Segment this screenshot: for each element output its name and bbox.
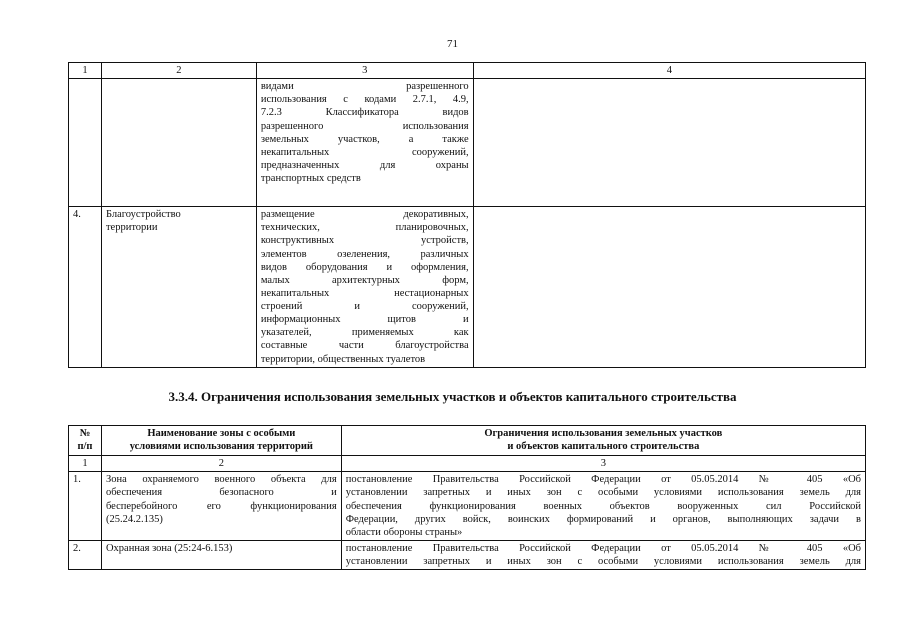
- row-number-cell: [69, 79, 102, 207]
- row-name-cell: [101, 207, 256, 368]
- text-line: некапитальных нестационарных: [260, 287, 469, 299]
- column-4-cell: [473, 207, 865, 368]
- text-line: указателей, применяемых как: [260, 327, 469, 339]
- text-line: Федерации, других войск, воинских формирований и органов, выполняющих задачи в: [345, 513, 861, 525]
- text-line: Благоустройство: [105, 209, 181, 221]
- text-line: некапитальных сооружений,: [260, 146, 469, 158]
- table-row: [69, 540, 866, 569]
- column-number-3: 3: [256, 63, 473, 79]
- row-number-cell: 2.: [69, 540, 102, 569]
- text-line: технических, планировочных,: [260, 222, 469, 234]
- header-number: № п/п: [69, 426, 102, 456]
- column-number-3: 3: [341, 456, 865, 472]
- restriction-cell: [341, 540, 865, 569]
- text-line: Охранная зона (25:24-6.153): [105, 542, 233, 554]
- column-number-2: 2: [101, 63, 256, 79]
- text-line: разрешенного использования: [260, 120, 469, 132]
- header-zone-name: Наименование зоны с особыми условиями использования территорий: [101, 426, 341, 456]
- text-line: малых архитектурных форм,: [260, 274, 469, 286]
- text-line: конструктивных устройств,: [260, 235, 469, 247]
- header-restrictions: Ограничения использования земельных участков и объектов капитального строительства: [341, 426, 865, 456]
- text-line: установлении запретных и иных зон с особыми условиями использования земель для: [345, 487, 861, 499]
- text-line: Зона охраняемого военного объекта для: [105, 474, 337, 486]
- text-line: установлении запретных и иных зон с особыми условиями использования земель для: [345, 556, 861, 568]
- column-number-row: [69, 63, 866, 79]
- column-number-1: 1: [69, 456, 102, 472]
- column-number-1: 1: [69, 63, 102, 79]
- table-row: [69, 79, 866, 207]
- table-row: [69, 472, 866, 541]
- text-line: видами разрешенного: [260, 81, 469, 93]
- row-number-cell: 4.: [69, 207, 102, 368]
- text-line: территории: [105, 222, 158, 234]
- text-line: области обороны страны»: [345, 526, 463, 538]
- zone-name-cell: [101, 472, 341, 541]
- zone-usage-table: [68, 62, 866, 368]
- text-line: территории, общественных туалетов: [260, 353, 426, 365]
- text-line: информационных щитов и: [260, 314, 469, 326]
- zone-name-cell: [101, 540, 341, 569]
- text-line: размещение декоративных,: [260, 209, 469, 221]
- text-line: обеспечения безопасного и: [105, 487, 337, 499]
- text-line: бесперебойного его функционирования: [105, 500, 337, 512]
- text-line: обеспечения функционирования военных объектов вооруженных сил Российской: [345, 500, 861, 512]
- text-line: видов оборудования и оформления,: [260, 261, 469, 273]
- restrictions-table: [68, 425, 866, 570]
- usage-description-cell: [256, 207, 473, 368]
- text-line: 7.2.3 Классификатора видов: [260, 107, 469, 119]
- usage-description-cell: [256, 79, 473, 207]
- column-number-2: 2: [101, 456, 341, 472]
- text-line: элементов озеленения, различных: [260, 248, 469, 260]
- column-number-row: [69, 456, 866, 472]
- text-line: (25.24.2.135): [105, 513, 163, 525]
- text-line: транспортных средств: [260, 173, 361, 184]
- row-number-cell: 1.: [69, 472, 102, 541]
- section-title: 3.3.4. Ограничения использования земельных участков и объектов капитального строительства: [168, 389, 737, 404]
- text-line: составные части благоустройства: [260, 340, 469, 352]
- text-line: постановление Правительства Российской Федерации от 05.05.2014 № 405 «Об: [345, 542, 861, 554]
- text-line: постановление Правительства Российской Федерации от 05.05.2014 № 405 «Об: [345, 474, 861, 486]
- text-line: строений и сооружений,: [260, 301, 469, 312]
- header-row: [69, 426, 866, 456]
- page-number: 71: [447, 38, 458, 50]
- column-number-4: 4: [473, 63, 865, 79]
- table-row: [69, 207, 866, 368]
- row-name-cell: [101, 79, 256, 207]
- text-line: земельных участков, а также: [260, 133, 469, 145]
- column-4-cell: [473, 79, 865, 207]
- restriction-cell: [341, 472, 865, 541]
- text-line: предназначенных для охраны: [260, 159, 469, 171]
- text-line: использования с кодами 2.7.1, 4.9,: [260, 94, 469, 106]
